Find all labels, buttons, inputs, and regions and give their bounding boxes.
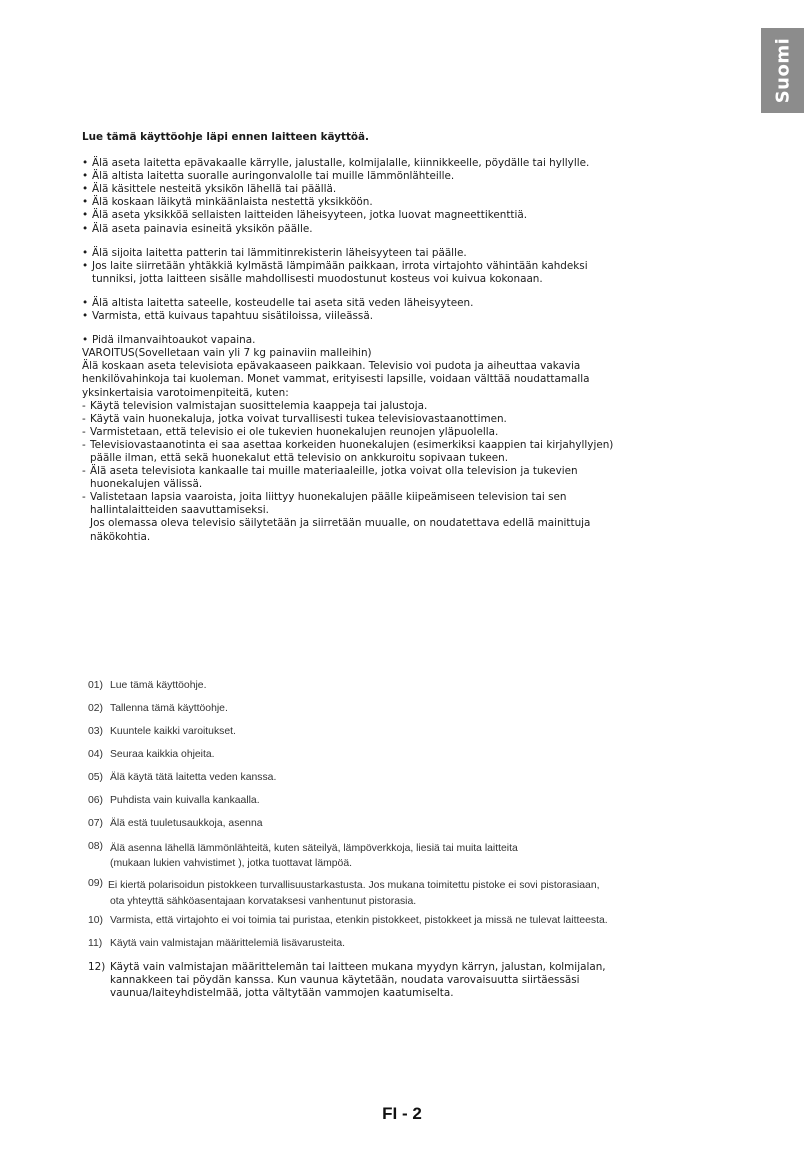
dash-item: - Valistetaan lapsia vaaroista, joita liittyy huonekalujen päälle kiipeämiseen television tai sen hallintalaitteiden saavuttamiseksi.: [82, 491, 732, 517]
numbered-item: 04) Seuraa kaikkia ohjeita.: [88, 749, 215, 760]
numbered-item: 09) Ei kiertä polarisoidun pistokkeen turvallisuustarkastusta. Jos mukana toimitettu pistoke ei sovi pistorasiaan, ota yhteyttä sähköasentajaan korvataksesi vanhentunut pistorasia.: [88, 878, 600, 907]
numbered-item: 10) Varmista, että virtajohto ei voi toimia tai puristaa, etenkin pistokkeet, pistokkeet ja missä ne tulevat laitteesta.: [88, 915, 608, 926]
dash-item: - Televisiovastaanotinta ei saa asettaa korkeiden huonekalujen (esimerkiksi kaappien tai kirjahyllyjen) päälle ilman, että sekä huonekalut että televisio on ankkuroitu sopivaan tukeen.: [82, 439, 732, 465]
warning-line: yksinkertaisia varotoimenpiteitä, kuten:: [82, 386, 289, 399]
dash-item: - Käytä television valmistajan suosittelemia kaappeja tai jalustoja.: [82, 400, 732, 413]
intro-title: Lue tämä käyttöohje läpi ennen laitteen käyttöä.: [82, 131, 370, 143]
dash-item: - Käytä vain huonekaluja, jotka voivat turvallisesti tukea televisiovastaanottimen.: [82, 413, 732, 426]
numbered-item: 12) Käytä vain valmistajan määrittelemän tai laitteen mukana myydyn kärryn, jalustan, kolmijalan, kannakkeen tai pöydän kanssa. Kun vaunua käytetään, noudata varovaisuutta siirtäessäsi vaunua/laiteyhdistelmää, jotta vältytään vammojen kaatumiselta.: [88, 961, 606, 999]
language-label: Suomi: [772, 37, 794, 104]
bullet-group-3: [82, 297, 732, 323]
closing-note: Jos olemassa oleva televisio säilytetään ja siirretään muualle, on noudatettava edellä mainittuja näkökohtia.: [90, 517, 591, 543]
warning-line: henkilövahinkoja tai kuoleman. Monet vammat, erityisesti lapsille, voidaan välttää noudattamalla: [82, 373, 590, 386]
numbered-item: 03) Kuuntele kaikki varoitukset.: [88, 726, 236, 737]
bullet-group-1: [82, 157, 732, 236]
bullet-group-4: [82, 334, 732, 347]
list-item: • Älä käsittele nesteitä yksikön lähellä tai päällä.: [82, 183, 732, 196]
safety-intro: [82, 131, 732, 544]
dash-item: - Älä aseta televisiota kankaalle tai muille materiaaleille, jotka voivat olla television ja tukevien huonekalujen välissä.: [82, 465, 732, 491]
list-item: • Jos laite siirretään yhtäkkiä kylmästä lämpimään paikkaan, irrota virtajohto vähintään kahdeksi tunniksi, jotta laitteen sisälle mahdollisesti muodostunut kosteus voi kuivua kokonaan.: [82, 260, 732, 286]
list-item: • Älä altista laitetta sateelle, kosteudelle tai aseta sitä veden läheisyyteen.: [82, 297, 732, 310]
warning-line: Älä koskaan aseta televisiota epävakaaseen paikkaan. Televisio voi pudota ja aiheuttaa vakavia: [82, 360, 581, 373]
numbered-item: 05) Älä käytä tätä laitetta veden kanssa.: [88, 772, 277, 783]
list-item: • Pidä ilmanvaihtoaukot vapaina.: [82, 334, 732, 347]
numbered-item: 08) Älä asenna lähellä lämmönlähteitä, kuten säteilyä, lämpöverkkoja, liesiä tai muita laitteita (mukaan lukien vahvistimet ), jotka tuottavat lämpöä.: [88, 841, 518, 869]
numbered-item: 06) Puhdista vain kuivalla kankaalla.: [88, 795, 260, 806]
list-item: • Älä aseta painavia esineitä yksikön päälle.: [82, 223, 732, 236]
numbered-item: 02) Tallenna tämä käyttöohje.: [88, 703, 228, 714]
list-item: • Älä aseta laitetta epävakaalle kärrylle, jalustalle, kolmijalalle, kiinnikkeelle, pöydälle tai hyllylle.: [82, 157, 732, 170]
list-item: • Älä koskaan läikytä minkäänlaista nestettä yksikköön.: [82, 196, 732, 209]
dash-item: - Varmistetaan, että televisio ei ole tukevien huonekalujen reunojen yläpuolella.: [82, 426, 732, 439]
bullet-group-2: [82, 247, 732, 286]
numbered-item: 07) Älä estä tuuletusaukkoja, asenna: [88, 818, 263, 829]
warning-title: VAROITUS(Sovelletaan vain yli 7 kg painaviin malleihin): [82, 347, 372, 360]
page-number: FI - 2: [382, 1104, 422, 1123]
language-tab: [761, 28, 804, 113]
numbered-item: 11) Käytä vain valmistajan määrittelemiä lisävarusteita.: [88, 938, 346, 949]
list-item: • Varmista, että kuivaus tapahtuu sisätiloissa, viileässä.: [82, 310, 732, 323]
list-item: • Älä altista laitetta suoralle auringonvalolle tai muille lämmönlähteille.: [82, 170, 732, 183]
list-item: • Älä sijoita laitetta patterin tai lämmitinrekisterin läheisyyteen tai päälle.: [82, 247, 732, 260]
list-item: • Älä aseta yksikköä sellaisten laitteiden läheisyyteen, jotka luovat magneettikenttiä.: [82, 209, 732, 222]
numbered-item: 01) Lue tämä käyttöohje.: [88, 680, 207, 691]
numbered-instructions: [88, 680, 728, 1000]
